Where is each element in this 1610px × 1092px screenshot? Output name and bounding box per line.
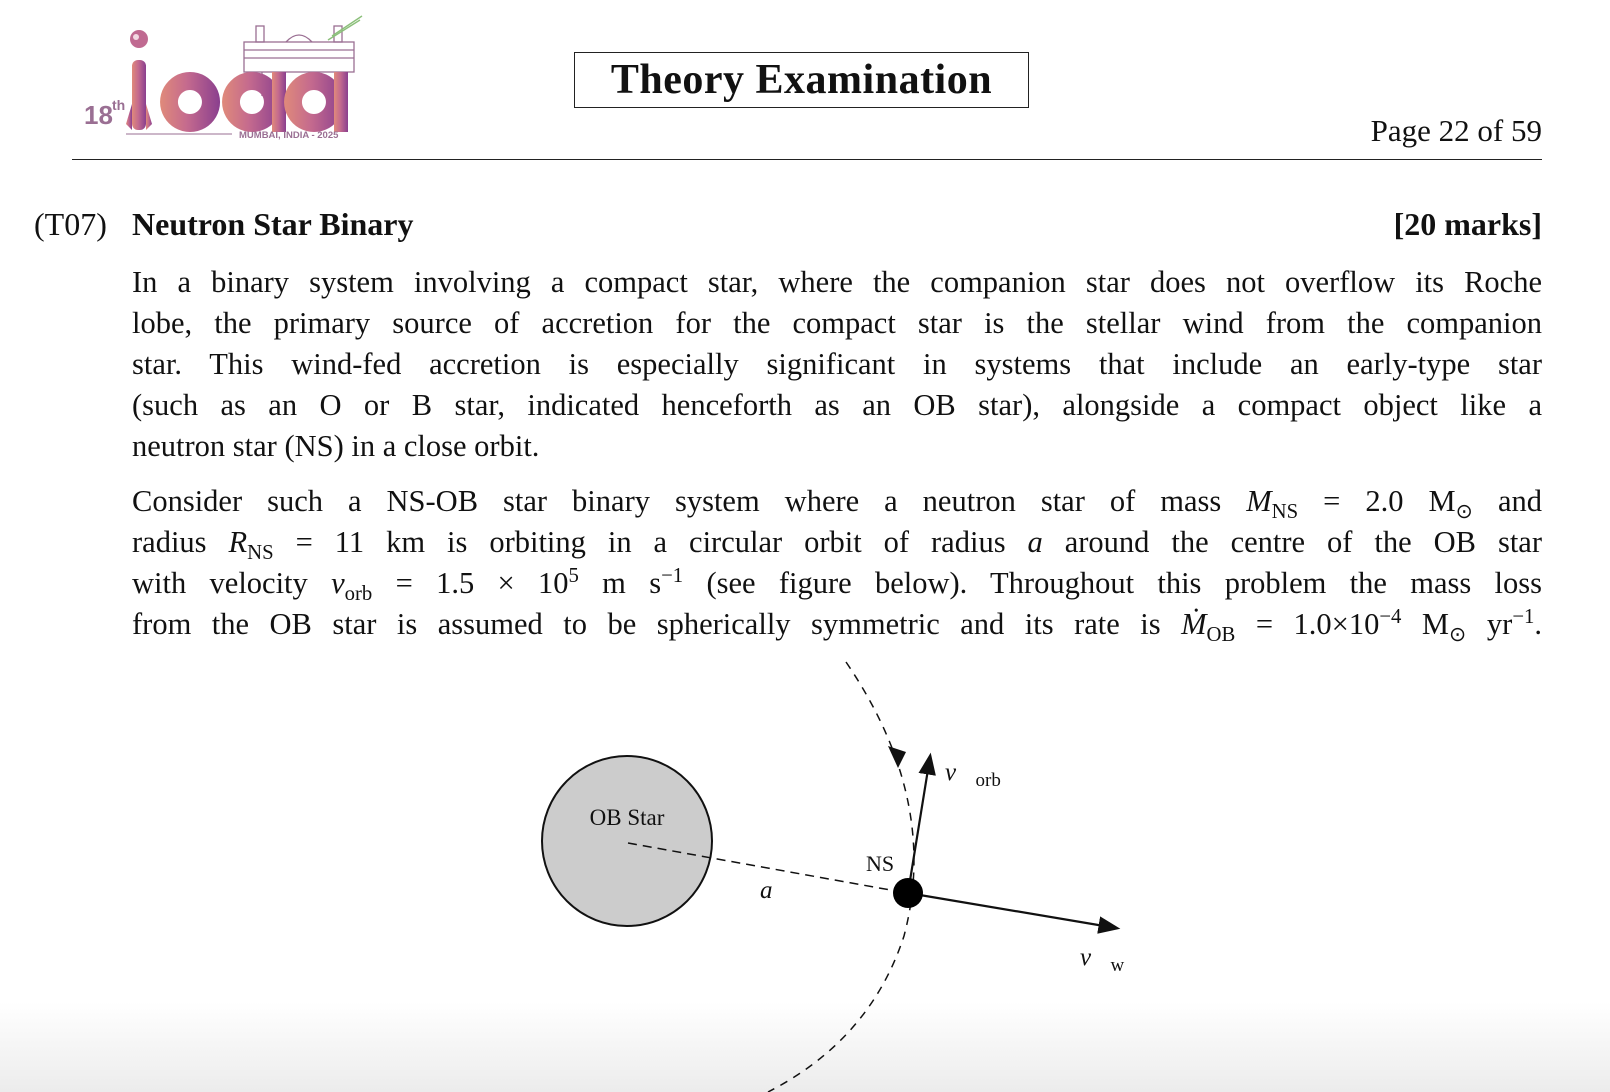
orbit-direction-arrow — [888, 746, 906, 768]
logo-tagline: MUMBAI, INDIA - 2025 — [239, 130, 339, 141]
rocket-trail-icon — [328, 16, 362, 40]
intro-paragraph — [132, 262, 1542, 467]
logo-edition-suffix: th — [112, 97, 126, 113]
setup-line-1: Consider such a NS-OB star binary system where a neutron star of mass $M_{NS} = 2.0$ $M_⊙$ and — [132, 484, 1542, 524]
ob-star-label: OB Star — [589, 805, 665, 830]
setup-line-2: radius $R_{NS} = 11$ km is orbiting in a circular orbit of radius a around the centre of the OB star — [132, 525, 1542, 565]
v-orb-arrow — [908, 757, 930, 893]
rocket-icon — [126, 60, 152, 130]
problem-code: (T07) — [34, 206, 107, 242]
intro-line: neutron star (NS) in a close orbit. — [132, 429, 540, 463]
v-wind-label: $v⃗_w$ — [1080, 944, 1125, 976]
header-divider — [72, 159, 1542, 160]
orbit-radius-symbol: a — [1027, 525, 1043, 559]
intro-line: (such as an O or B star, indicated henceforth as an OB star), alongside a compact object like a — [132, 388, 1542, 422]
problem-title: Neutron Star Binary — [132, 206, 414, 242]
ioaa-logo — [82, 12, 382, 147]
setup-line-4: from the OB star is assumed to be spherically symmetric and its rate is Ṁ$_{OB}$ = $1.0\times 10^{-4}$ $M_⊙$ $yr^{-1}$. — [132, 605, 1542, 647]
v-orb-label: $v⃗_{orb}$ — [945, 759, 1001, 791]
page-number: Page 22 of 59 — [1370, 113, 1542, 148]
planet-icon — [130, 30, 148, 48]
exam-title: Theory Examination — [574, 52, 1029, 108]
setup-line-3: with velocity $v_{orb} = 1.5 \times 10^5$ m $s^{-1}$ (see figure below). Throughout this problem the mass loss — [132, 564, 1542, 606]
setup-paragraph — [132, 481, 1542, 645]
mass-loss-rate-symbol: Ṁ — [1181, 607, 1207, 641]
radius-ns-symbol: R — [228, 525, 248, 559]
separation-label: a — [760, 877, 773, 904]
problem-marks: [20 marks] — [1393, 206, 1542, 242]
neutron-star — [893, 878, 923, 908]
ioaa-wordmark — [160, 72, 348, 132]
neutron-star-label: NS — [866, 851, 895, 876]
v-wind-arrow — [908, 893, 1116, 928]
orbit-path — [768, 662, 914, 1092]
binary-orbit-figure — [0, 650, 1610, 1092]
intro-line: In a binary system involving a compact star, where the companion star does not overflow its Roche — [132, 265, 1542, 299]
intro-line: star. This wind-fed accretion is especially significant in systems that include an early-type star — [132, 347, 1542, 381]
velocity-symbol: v — [331, 566, 345, 600]
mass-ns-symbol: M — [1246, 484, 1272, 518]
intro-line: lobe, the primary source of accretion for the compact star is the stellar wind from the companion — [132, 306, 1542, 340]
ob-star — [542, 756, 712, 926]
logo-edition: 18 — [84, 100, 113, 130]
